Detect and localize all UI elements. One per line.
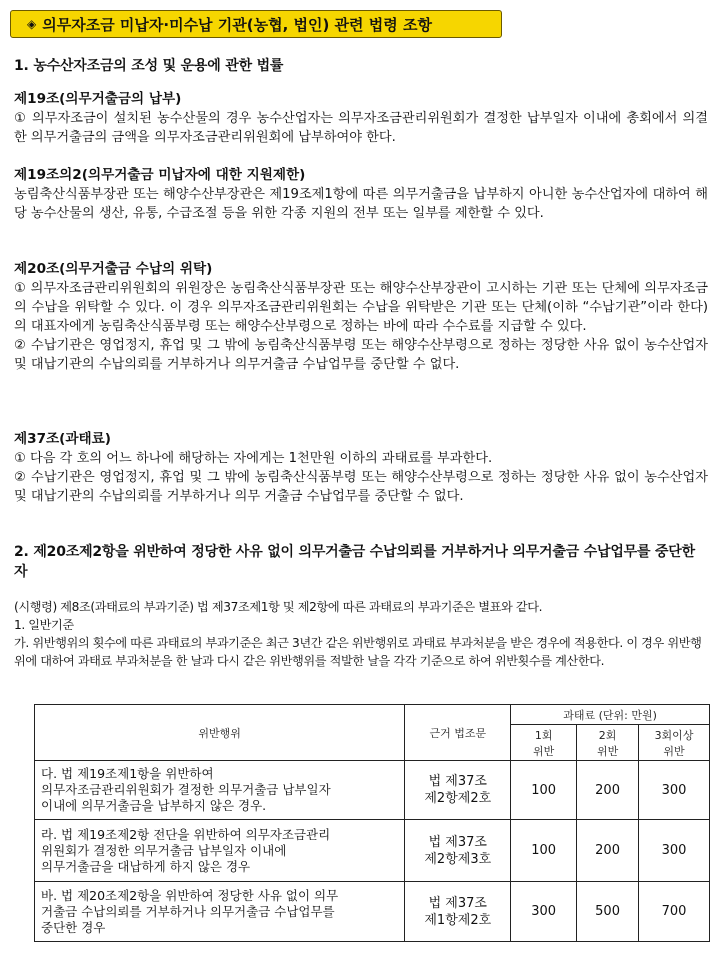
article-body-2: ② 수납기관은 영업정지, 휴업 및 그 밖에 농림축산식품부령 또는 해양수산부령으로 정하는 정당한 사유 없이 농수산업자 및 대납기관의 수납의뢰를 거부하거나 의무거출금 수납업무를 중단할 수 없다. bbox=[14, 338, 708, 372]
header-line: 1회 bbox=[534, 728, 553, 742]
article-body: ① 의무자조금이 설치된 농수산물의 경우 농수산업자는 의무자조금관리위원회가 결정한 납부일자 이내에 총회에서 의결한 의무거출금의 금액을 의무자조금관리위원회에 납부하여야 한다. bbox=[14, 111, 708, 145]
fine-second: 200 bbox=[577, 820, 639, 882]
col-header-act: 위반행위 bbox=[35, 705, 405, 761]
violation-cell bbox=[35, 820, 405, 882]
header-line: 위반 bbox=[596, 744, 619, 758]
article-body: ① 다음 각 호의 어느 하나에 해당하는 자에게는 1천만원 이하의 과태료를 부과한다. bbox=[14, 451, 493, 466]
cell-line: 중단한 경우 bbox=[41, 919, 106, 935]
enforcement-text bbox=[14, 598, 710, 670]
diamond-icon: ◈ bbox=[27, 17, 37, 31]
violation-cell bbox=[35, 882, 405, 942]
section1-heading: 1. 농수산자조금의 조성 및 운용에 관한 법률 bbox=[14, 58, 284, 74]
col-header-third bbox=[639, 725, 710, 761]
col-header-first bbox=[511, 725, 577, 761]
basis-cell bbox=[405, 820, 511, 882]
cell-line: 라. 법 제19조제2항 전단을 위반하여 의무자조금관리 bbox=[41, 826, 331, 842]
cell-line: 의무자조금관리위원회가 결정한 의무거출금 납부일자 bbox=[41, 782, 331, 797]
fine-third: 300 bbox=[639, 761, 710, 820]
cell-line: 법 제37조 bbox=[428, 774, 487, 789]
title-banner bbox=[10, 10, 502, 38]
section2-heading: 2. 제20조제2항을 위반하여 정당한 사유 없이 의무거출금 수납의뢰를 거부하거나 의무거출금 수납업무를 중단한 자 bbox=[14, 544, 695, 580]
fine-third: 300 bbox=[639, 820, 710, 882]
fine-second: 200 bbox=[577, 761, 639, 820]
fine-third: 700 bbox=[639, 882, 710, 942]
article-title: 제19조의2(의무거출금 미납자에 대한 지원제한) bbox=[14, 167, 306, 183]
enforcement-line: (시행령) 제8조(과태료의 부과기준) 법 제37조제1항 및 제2항에 따른 과태료의 부과기준은 별표와 같다. bbox=[14, 600, 543, 614]
cell-line: 위원회가 결정한 의무거출금 납부일자 이내에 bbox=[41, 842, 287, 858]
cell-line: 바. 법 제20조제2항을 위반하여 정당한 사유 없이 의무 bbox=[41, 887, 339, 903]
article-title: 제37조(과태료) bbox=[14, 431, 112, 447]
article-20 bbox=[14, 260, 708, 374]
basis-cell bbox=[405, 882, 511, 942]
col-header-second bbox=[577, 725, 639, 761]
article-body: ① 의무자조금관리위원회의 위원장은 농림축산식품부장관 또는 해양수산부장관이 고시하는 기관 또는 단체에 의무자조금의 수납을 위탁할 수 있다. 이 경우 의무자조금관리위원회는 수납을 위탁받은 기관 또는 단체(이하 “수납기관”이라 한다)의 대표자에게 농림축산식품부령 또는 해양수산부령으로 정하는 바에 따라 수수료를 지급할 수 있다. bbox=[14, 281, 708, 334]
header-line: 위반 bbox=[533, 744, 555, 758]
article-title: 제19조(의무거출금의 납부) bbox=[14, 91, 182, 107]
enforcement-line: 가. 위반행위의 횟수에 따른 과태료의 부과기준은 최근 3년간 같은 위반행위로 과태료 부과처분을 받은 경우에 적용한다. 이 경우 위반행위에 대하여 과태료 부과처분을 한 날과 다시 같은 위반행위를 적발한 날을 각각 기준으로 하여 위반횟수를 계산한다. bbox=[14, 636, 702, 668]
article-19-2 bbox=[14, 166, 708, 223]
cell-line: 거출금 수납의뢰를 거부하거나 의무거출금 수납업무를 bbox=[41, 903, 335, 919]
cell-line: 제1항제2호 bbox=[424, 912, 492, 928]
article-body-2: ② 수납기관은 영업정지, 휴업 및 그 밖에 농림축산식품부령 또는 해양수산부령으로 정하는 정당한 사유 없이 농수산업자 및 대납기관의 수납의뢰를 거부하거나 의무 거출금 수납업무를 중단할 수 없다. bbox=[14, 470, 708, 504]
fine-first: 300 bbox=[511, 882, 577, 942]
cell-line: 법 제37조 bbox=[428, 895, 487, 911]
article-body: 농림축산식품부장관 또는 해양수산부장관은 제19조제1항에 따른 의무거출금을 납부하지 아니한 농수산업자에 대하여 해당 농수산물의 생산, 유통, 수급조절 등을 위한 각종 지원의 전부 또는 일부를 제한할 수 있다. bbox=[14, 187, 708, 221]
col-header-fine: 과태료 (단위: 만원) bbox=[511, 705, 710, 725]
header-line: 3회이상 bbox=[654, 728, 694, 742]
fine-first: 100 bbox=[511, 820, 577, 882]
fine-second: 500 bbox=[577, 882, 639, 942]
basis-cell bbox=[405, 761, 511, 820]
enforcement-line: 1. 일반기준 bbox=[14, 618, 74, 632]
cell-line: 다. 법 제19조제1항을 위반하여 bbox=[41, 766, 214, 781]
cell-line: 법 제37조 bbox=[428, 834, 487, 850]
table-row bbox=[35, 882, 710, 942]
table-row bbox=[35, 820, 710, 882]
article-19 bbox=[14, 90, 708, 147]
cell-line: 의무거출금을 대납하게 하지 않은 경우 bbox=[41, 858, 251, 874]
cell-line: 제2항제3호 bbox=[424, 851, 492, 867]
fine-first: 100 bbox=[511, 761, 577, 820]
article-37 bbox=[14, 430, 708, 506]
header-line: 위반 bbox=[663, 744, 685, 758]
cell-line: 제2항제2호 bbox=[424, 791, 492, 806]
cell-line: 이내에 의무거출금을 납부하지 않은 경우. bbox=[41, 798, 267, 813]
banner-title: 의무자조금 미납자·미수납 기관(농협, 법인) 관련 법령 조항 bbox=[42, 15, 432, 34]
table-row bbox=[35, 761, 710, 820]
violation-cell bbox=[35, 761, 405, 820]
header-line: 2회 bbox=[598, 728, 617, 742]
col-header-basis: 근거 법조문 bbox=[405, 705, 511, 761]
penalty-table bbox=[34, 704, 710, 942]
article-title: 제20조(의무거출금 수납의 위탁) bbox=[14, 261, 213, 277]
